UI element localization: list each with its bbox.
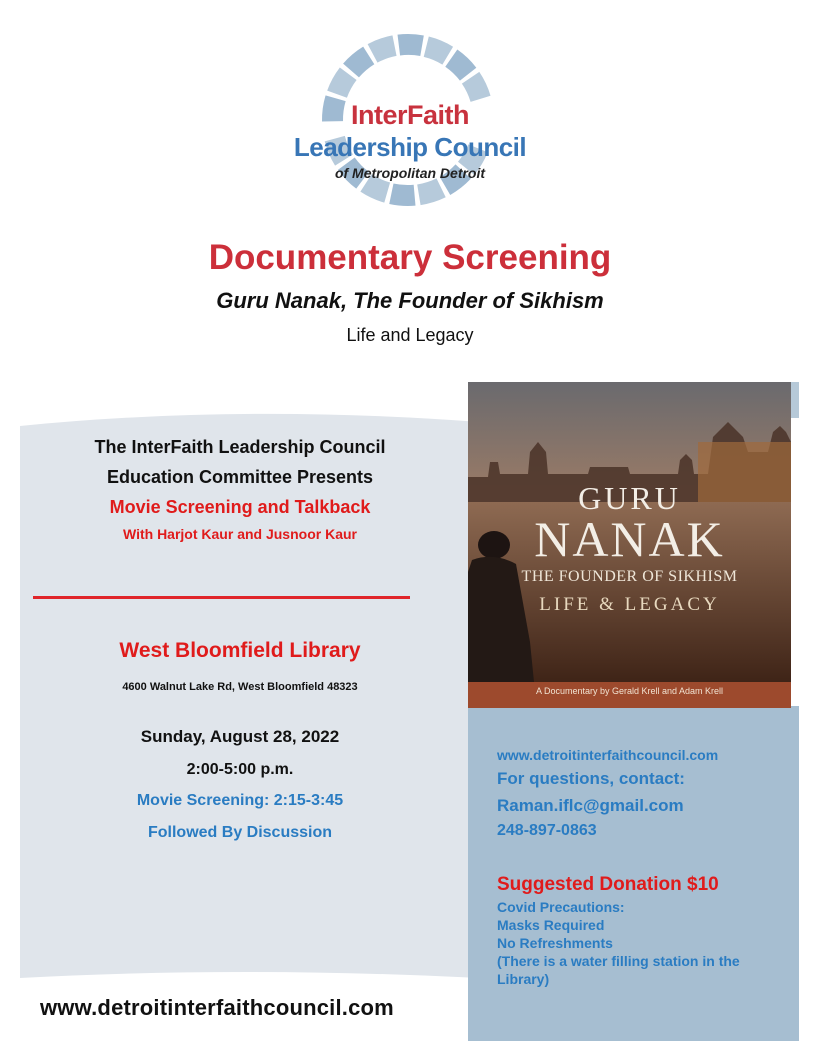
poster-edge (791, 382, 799, 418)
footer-website-link[interactable]: www.detroitinterfaithcouncil.com (40, 995, 394, 1020)
contact-email-link[interactable]: Raman.iflc@gmail.com (497, 796, 684, 815)
covid-masks: Masks Required (497, 917, 605, 933)
event-date: Sunday, August 28, 2022 (140, 727, 340, 746)
poster-credit: A Documentary by Gerald Krell and Adam Krell (535, 686, 724, 696)
poster-guru: GURU (578, 480, 681, 516)
donation-note: Suggested Donation $10 (497, 874, 719, 895)
discussion-note: Followed By Discussion (147, 824, 333, 841)
poster-nanak: NANAK (534, 511, 725, 567)
contact-heading: For questions, contact: (497, 769, 685, 788)
logo-subtitle: Leadership Council (293, 132, 527, 162)
logo-region: of Metropolitan Detroit (334, 165, 486, 181)
venue-name: West Bloomfield Library (119, 639, 361, 662)
screening-time: Movie Screening: 2:15-3:45 (136, 792, 344, 809)
covid-water-note: (There is a water filling station in the Library) (497, 953, 740, 987)
contact-phone: 248-897-0863 (497, 822, 597, 839)
covid-heading: Covid Precautions: (497, 899, 625, 915)
documentary-poster (468, 382, 791, 708)
presenter-line: Education Committee Presents (106, 467, 374, 487)
covid-refreshments: No Refreshments (497, 935, 613, 951)
page-subtitle: Guru Nanak, The Founder of Sikhism (216, 288, 604, 313)
presenter-line: The InterFaith Leadership Council (94, 437, 386, 457)
poster-founder: THE FOUNDER OF SIKHISM (521, 568, 738, 585)
poster-life: LIFE & LEGACY (539, 594, 720, 615)
event-type: Movie Screening and Talkback (109, 497, 371, 517)
venue-address: 4600 Walnut Lake Rd, West Bloomfield 48323 (122, 681, 358, 693)
info-panel-background (0, 400, 480, 1000)
event-time: 2:00-5:00 p.m. (186, 761, 294, 778)
event-hosts: With Harjot Kaur and Jusnoor Kaur (122, 526, 357, 542)
divider (33, 596, 410, 599)
page-title: Documentary Screening (208, 238, 612, 277)
logo-title: InterFaith (350, 100, 469, 130)
contact-website-link[interactable]: www.detroitinterfaithcouncil.com (497, 747, 719, 763)
page-tagline: Life and Legacy (346, 325, 474, 345)
